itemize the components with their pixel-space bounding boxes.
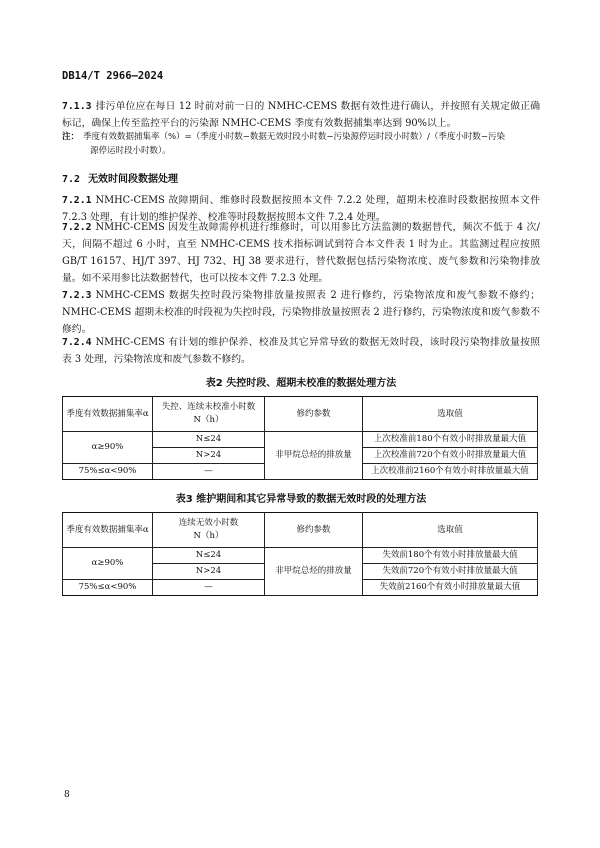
- section-number: 7.2.1: [62, 195, 92, 206]
- cell-hours: N>24: [153, 564, 265, 580]
- page-number: 8: [64, 790, 70, 800]
- cell-rate: α≥90%: [63, 548, 153, 580]
- section-text: NMHC-CEMS 数据失控时段污染物排放量按照表 2 进行修约，污染物浓度和废气参数不修约；NMHC-CEMS 超期未校准的时段视为失控时段，污染物排放量按照表 2 进行修约，污染物浓度和废气参数不修约。: [62, 290, 540, 335]
- cell-value: 上次校准前180个有效小时排放量最大值: [363, 432, 538, 448]
- cell-value: 失效前2160个有效小时排放量最大值: [363, 580, 538, 596]
- section-text: NMHC-CEMS 有计划的维护保养、校准及其它异常导致的数据无效时段，该时段污染物排放量按照表 3 处理，污染物浓度和废气参数不修约。: [62, 337, 540, 365]
- table-row: [63, 432, 538, 448]
- cell-value: 上次校准前720个有效小时排放量最大值: [363, 448, 538, 464]
- note-label: 注：: [62, 132, 80, 142]
- table-3-caption: 表3 维护期间和其它异常导致的数据无效时段的处理方法: [175, 494, 427, 505]
- section-number: 7.2: [62, 174, 81, 185]
- header-param: 修约参数: [265, 397, 363, 432]
- section-7-2-4: [62, 334, 540, 368]
- cell-param: 非甲烷总烃的排放量: [265, 548, 363, 596]
- header-value: 选取值: [363, 397, 538, 432]
- table-3: [62, 512, 538, 596]
- header-hours: 失控、连续未校准小时数 N（h）: [153, 397, 265, 432]
- header-hours: 连续无效小时数 N（h）: [153, 513, 265, 548]
- cell-param: 非甲烷总烃的排放量: [265, 432, 363, 480]
- section-title: 无效时间段数据处理: [88, 174, 179, 185]
- cell-rate: α≥90%: [63, 432, 153, 464]
- section-number: 7.2.3: [62, 290, 92, 301]
- section-number: 7.2.2: [62, 222, 92, 233]
- section-number: 7.1.3: [62, 101, 92, 112]
- note-line-2: 源停运时段小时数）。: [90, 146, 171, 156]
- cell-rate: 75%≤α<90%: [63, 464, 153, 480]
- cell-value: 失效前720个有效小时排放量最大值: [363, 564, 538, 580]
- header-param: 修约参数: [265, 513, 363, 548]
- section-number: 7.2.4: [62, 337, 92, 348]
- section-text: NMHC-CEMS 因发生故障需停机进行维修时，可以用参比方法监测的数据替代，频次不低于 4 次/天，间隔不超过 6 小时，直至 NMHC-CEMS 技术指标调试到符合本文件表 1 时为止。其监测过程应按照 GB/T 16157、HJ/T 397、HJ 732、HJ 38 要求进行，替代数据包括污染物浓度、废气参数和污染物排放量。如不采用参比法数据替代，也可以按本文件 7.2.3 处理。: [62, 222, 540, 284]
- table-row: [63, 548, 538, 564]
- cell-hours: N>24: [153, 448, 265, 464]
- section-7-2-heading: [62, 170, 178, 185]
- table-2-caption: 表2 失控时段、超期未校准的数据处理方法: [205, 378, 397, 389]
- cell-hours: N≤24: [153, 548, 265, 564]
- section-7-1-3: [62, 98, 540, 132]
- note: [62, 130, 540, 158]
- section-7-2-2: [62, 219, 540, 287]
- header-capture-rate: 季度有效数据捕集率α: [63, 397, 153, 432]
- cell-hours: —: [153, 464, 265, 480]
- cell-hours: N≤24: [153, 432, 265, 448]
- cell-value: 上次校准前2160个有效小时排放量最大值: [363, 464, 538, 480]
- cell-hours: —: [153, 580, 265, 596]
- table-2: [62, 396, 538, 480]
- document-code: DB14/T 2966—2024: [62, 70, 164, 82]
- header-value: 选取值: [363, 513, 538, 548]
- cell-value: 失效前180个有效小时排放量最大值: [363, 548, 538, 564]
- header-capture-rate: 季度有效数据捕集率α: [63, 513, 153, 548]
- section-text: NMHC-CEMS 故障期间、维修时段数据按照本文件 7.2.2 处理，超期未校准时段数据按照本文件 7.2.3 处理，有计划的维护保养、校准等时段数据按照本文件 7.2.4 处理。: [62, 195, 540, 223]
- cell-rate: 75%≤α<90%: [63, 580, 153, 596]
- section-7-2-3: [62, 287, 540, 338]
- note-line-1: 季度有效数据捕集率（%）=（季度小时数−数据无效时段小时数−污染源停运时段小时数）/（季度小时数−污染: [83, 132, 505, 142]
- section-text: 排污单位应在每日 12 时前对前一日的 NMHC-CEMS 数据有效性进行确认，并按照有关规定做正确标记，确保上传至监控平台的污染源 NMHC-CEMS 季度有效数据捕集率达到 90%以上。: [62, 101, 540, 129]
